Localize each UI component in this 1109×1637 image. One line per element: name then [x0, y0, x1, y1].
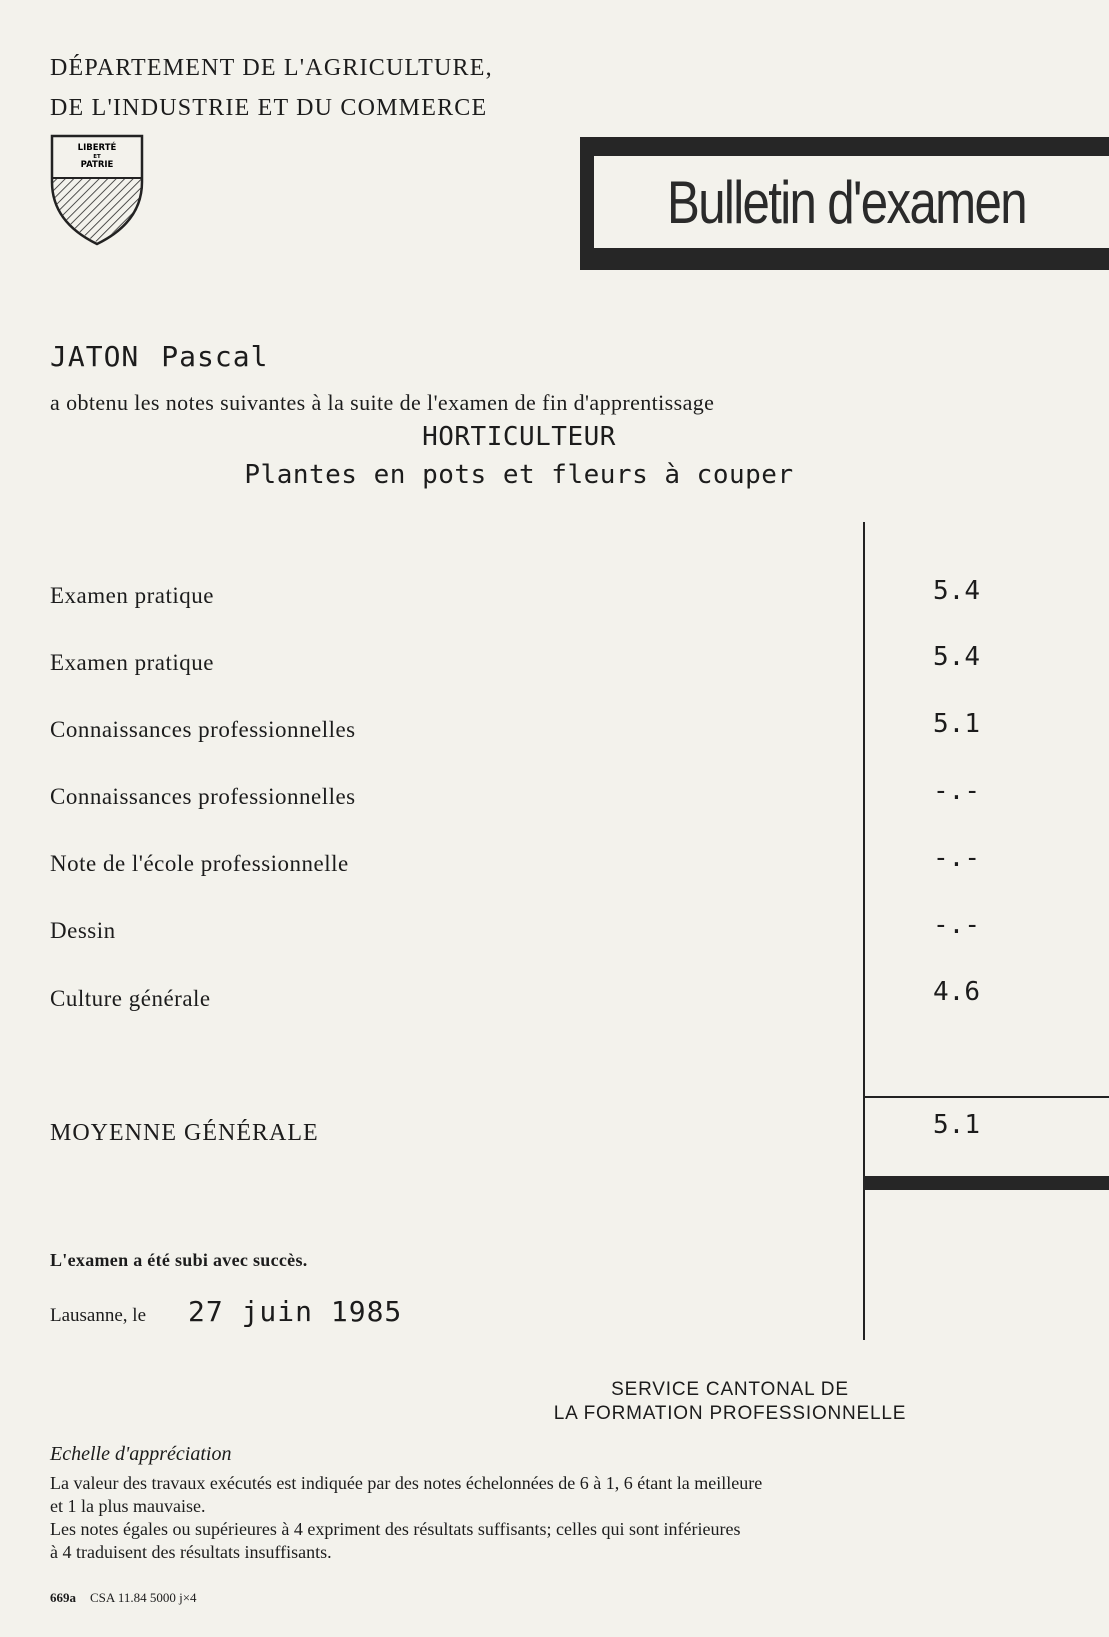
- scale-explanation: [50, 1472, 950, 1564]
- canton-crest-icon: [50, 134, 144, 246]
- scale-line: Les notes égales ou supérieures à 4 expriment des résultats suffisants; celles qui sont inférieures: [50, 1519, 741, 1539]
- document-title: Bulletin d'examen: [667, 169, 1026, 236]
- grade-label: Examen pratique: [50, 650, 214, 675]
- department-line-2: DE L'INDUSTRIE ET DU COMMERCE: [50, 95, 488, 121]
- average-label: MOYENNE GÉNÉRALE: [50, 1120, 319, 1146]
- title-frame: [580, 137, 1109, 270]
- title-panel: [594, 156, 1109, 248]
- crest-text-liberte: LIBERTÉ: [77, 143, 117, 153]
- average-top-rule: [863, 1096, 1109, 1098]
- grades-vertical-rule: [863, 522, 865, 1340]
- average-value: 5.1: [933, 1110, 980, 1140]
- issue-date: 27 juin 1985: [188, 1295, 403, 1328]
- scale-line: à 4 traduisent des résultats insuffisants.: [50, 1542, 332, 1562]
- department-line-1: DÉPARTEMENT DE L'AGRICULTURE,: [50, 55, 493, 81]
- grade-label: Dessin: [50, 918, 116, 943]
- grade-value: -.-: [933, 910, 980, 940]
- candidate-last-name: JATON: [50, 340, 140, 373]
- print-footer: [50, 1590, 197, 1606]
- service-line-1: SERVICE CANTONAL DE: [611, 1379, 849, 1400]
- grade-label: Note de l'école professionnelle: [50, 851, 349, 876]
- grade-value: 4.6: [933, 977, 980, 1007]
- grade-value: 5.1: [933, 709, 980, 739]
- grade-value: 5.4: [933, 642, 980, 672]
- grade-value: -.-: [933, 776, 980, 806]
- candidate-name: [50, 340, 268, 373]
- crest-text-patrie: PATRIE: [80, 160, 114, 170]
- scale-line: La valeur des travaux exécutés est indiquée par des notes échelonnées de 6 à 1, 6 étant la meilleure: [50, 1473, 763, 1493]
- form-code: 669a: [50, 1590, 76, 1605]
- department-heading: [50, 48, 493, 128]
- grade-label: Connaissances professionnelles: [50, 784, 356, 809]
- grade-label: Culture générale: [50, 986, 211, 1011]
- candidate-first-name: Pascal: [161, 340, 269, 373]
- issuing-service: [520, 1378, 940, 1426]
- service-line-2: LA FORMATION PROFESSIONNELLE: [553, 1403, 907, 1424]
- grade-label: Connaissances professionnelles: [50, 717, 356, 742]
- scale-title: Echelle d'appréciation: [50, 1443, 232, 1465]
- speciality: Plantes en pots et fleurs à couper: [244, 460, 794, 490]
- intro-text: a obtenu les notes suivantes à la suite de l'examen de fin d'apprentissage: [50, 390, 715, 415]
- grade-value: 5.4: [933, 576, 980, 606]
- grade-value: -.-: [933, 843, 980, 873]
- success-statement: L'examen a été subi avec succès.: [50, 1250, 308, 1270]
- print-info: CSA 11.84 5000 j×4: [90, 1590, 197, 1605]
- issue-place: Lausanne, le: [50, 1305, 147, 1326]
- scale-line: et 1 la plus mauvaise.: [50, 1496, 206, 1516]
- grade-label: Examen pratique: [50, 583, 214, 608]
- crest-text-et: ET: [93, 154, 101, 160]
- average-bottom-rule: [863, 1176, 1109, 1190]
- profession: HORTICULTEUR: [422, 422, 616, 452]
